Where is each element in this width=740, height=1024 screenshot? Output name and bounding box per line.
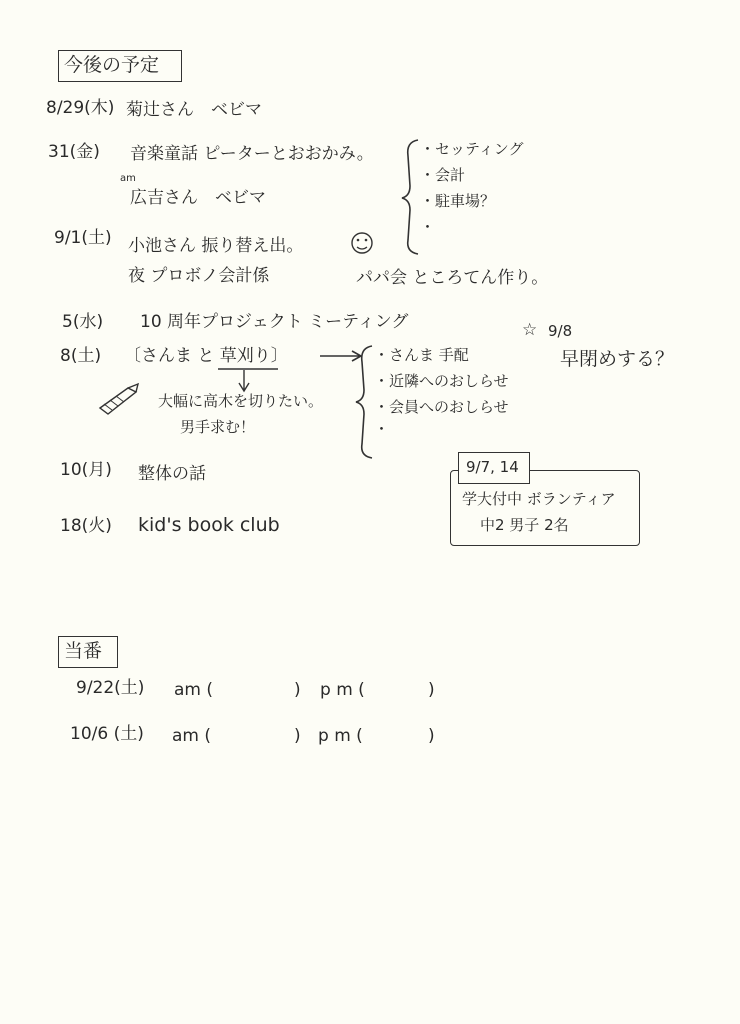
duty-am-close: ) <box>294 680 301 700</box>
item-text: 大幅に高木を切りたい。 <box>158 392 324 410</box>
bracket-item: ・ <box>374 420 390 438</box>
star-note-text: 早閉めする？ <box>560 348 675 370</box>
curly-bracket-2 <box>356 346 372 458</box>
face-icon <box>352 233 372 253</box>
item-date: 31(金) <box>48 142 100 162</box>
item-date: 18(火) <box>60 516 112 536</box>
item-date: 8/29(木) <box>46 98 115 118</box>
item-note: am <box>120 173 136 184</box>
duty-pm: p m ( <box>320 680 365 700</box>
item-text: パパ会 ところてん作り。 <box>356 268 549 288</box>
star-icon: ☆ <box>522 320 538 340</box>
item-text: kid's book club <box>138 514 280 536</box>
item-text: 小池さん 振り替え出。 <box>128 236 304 256</box>
duty-am-close: ) <box>294 726 301 746</box>
right-arrow-icon <box>320 351 361 361</box>
item-date: 8(土) <box>60 346 102 366</box>
bracket-item: ・セッティング <box>420 140 524 158</box>
duty-date: 10/6 (土) <box>70 724 144 744</box>
duty-date: 9/22(土) <box>76 678 145 698</box>
curly-bracket-1 <box>402 140 418 254</box>
duty-title: 当番 <box>64 640 103 662</box>
volunteer-line1: 学大付中 ボランティア <box>462 490 616 508</box>
item-text: 〔さんま と 草刈り〕 <box>124 346 288 366</box>
item-text: 男手求む！ <box>180 418 256 436</box>
item-date: 9/1(土) <box>54 228 112 248</box>
item-text: 夜 プロボノ会計係 <box>128 266 270 286</box>
volunteer-line2: 中2 男子 2名 <box>480 516 569 534</box>
item-date: 10(月) <box>60 460 112 480</box>
item-date: 5(水) <box>62 312 104 332</box>
item-text: 菊辻さん ベビマ <box>126 100 262 120</box>
star-note-date: 9/8 <box>548 322 573 340</box>
schedule-title: 今後の予定 <box>64 54 160 76</box>
item-text: 広吉さん ベビマ <box>130 188 266 208</box>
bracket-item: ・近隣へのおしらせ <box>374 372 509 390</box>
duty-am: am ( <box>172 726 212 746</box>
bracket-item: ・会員へのおしらせ <box>374 398 509 416</box>
duty-pm-close: ) <box>428 680 435 700</box>
bracket-item: ・駐車場？ <box>420 192 496 210</box>
pencil-icon <box>100 384 138 414</box>
duty-am: am ( <box>174 680 214 700</box>
duty-pm-close: ) <box>428 726 435 746</box>
down-arrow-icon <box>239 370 249 391</box>
item-text: 音楽童話 ピーターとおおかみ。 <box>130 144 374 164</box>
bracket-item: ・ <box>420 218 436 236</box>
bracket-item: ・会計 <box>420 166 466 184</box>
volunteer-date: 9/7, 14 <box>466 458 519 476</box>
item-text: 10 周年プロジェクト ミーティング <box>140 312 409 332</box>
item-text: 整体の話 <box>138 464 206 484</box>
duty-pm: p m ( <box>318 726 363 746</box>
bracket-item: ・さんま 手配 <box>374 346 469 364</box>
